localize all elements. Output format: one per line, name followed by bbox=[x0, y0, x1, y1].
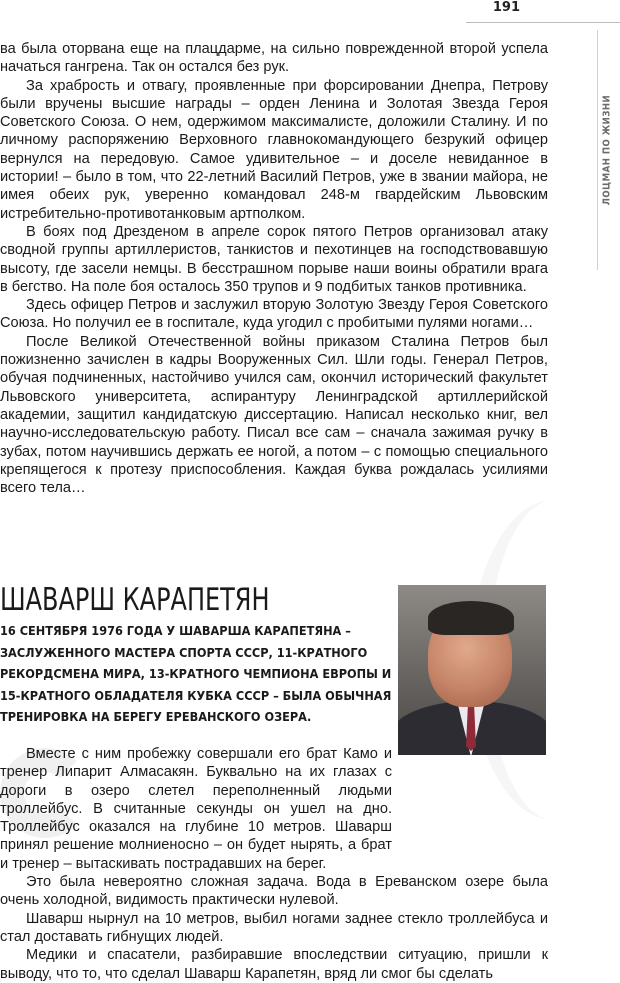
paragraph-4: Здесь офицер Петров и заслужил вторую Золотую Звезду Героя Советского Союза. Но получил ее в госпитале, куда угодил с пробитыми пулями ногами… bbox=[0, 297, 548, 332]
section-text-block bbox=[0, 745, 548, 983]
section-lead: 16 СЕНТЯБРЯ 1976 ГОДА У ШАВАРША КАРАПЕТЯНА – ЗАСЛУЖЕННОГО МАСТЕРА СПОРТА СССР, 11-КРАТНОГО РЕКОРДСМЕНА МИРА, 13-КРАТНОГО ЧЕМПИОНА ЕВРОПЫ И 15-КРАТНОГО ОБЛАДАТЕЛЯ КУБКА СССР – БЫЛА ОБЫЧНАЯ ТРЕНИРОВКА НА БЕРЕГУ ЕРЕВАНСКОГО ОЗЕРА. bbox=[0, 623, 392, 724]
portrait-photo bbox=[398, 585, 546, 755]
section-paragraph-2: Это была невероятно сложная задача. Вода в Ереванском озере была очень холодной, видимость практически нулевой. bbox=[0, 874, 548, 909]
paragraph-3: В боях под Дрезденом в апреле сорок пятого Петров организовал атаку сводной группы артиллеристов, танкистов и пехотинцев на господствовавшую высоту, где засели немцы. В бесстрашном порыве наши воины обратили врага в бегство. На поле боя осталось 350 трупов и 9 подбитых танков противника. bbox=[0, 223, 548, 295]
paragraph-2: За храбрость и отвагу, проявленные при форсировании Днепра, Петрову были вручены высшие награды – орден Ленина и Золотая Звезда Героя Советского Союза. О нем, одержимом максималисте, доложили Сталину. И по личному распоряжению Верховного главнокомандующего безрукий офицер вернулся на передовую. Самое удивительное – и доселе невиданное в истории! – было в том, что 22-летний Василий Петров, уже в звании майора, не имея обеих рук, уверенно командовал 248-м гвардейским Львовским истребительно-противотанковым артполком. bbox=[0, 77, 548, 222]
section-paragraph-4: Медики и спасатели, разбиравшие впоследствии ситуацию, пришли к выводу, что то, что сделал Шаварш Карапетян, вряд ли смог бы сделать bbox=[0, 947, 548, 982]
section-paragraph-1: Вместе с ним пробежку совершали его брат Камо и тренер Липарит Алмасакян. Буквально на их глазах с дороги в озеро слетел переполненный людьми троллейбус. В считанные секунды он ушел на дно. Троллейбус оказался на глубине 10 метров. Шаварш принял решение молниеносно – он будет нырять, а брат и тренер – вытаскивать пострадавших на берег. bbox=[0, 746, 392, 872]
page-number: 191 bbox=[492, 0, 520, 15]
paragraph-5: После Великой Отечественной войны приказом Сталина Петров был пожизненно зачислен в кадры Вооруженных Сил. Шли годы. Генерал Петров, обучая подчиненных, настойчиво учился сам, окончил исторический факультет Львовского университета, аспирантуру Ленинградской артиллерийской академии, защитил кандидатскую диссертацию. Написал несколько книг, вел научно-исследовательскую работу. Писал все сам – сначала зажимая ручку в зубах, потом научившись держать ее ногой, а потом – с помощью специального крепящегося к протезу приспособления. Каждая буква рождалась усилиями всего тела… bbox=[0, 333, 548, 497]
section-paragraph-3: Шаварш нырнул на 10 метров, выбил ногами заднее стекло троллейбуса и стал доставать гибнущих людей. bbox=[0, 910, 548, 945]
main-text-block bbox=[0, 40, 548, 497]
header-rule bbox=[466, 22, 620, 23]
side-running-title bbox=[598, 50, 616, 350]
paragraph-1: ва была оторвана еще на плацдарме, на сильно поврежденной второй успела начаться гангрена. Так он остался без рук. bbox=[0, 41, 548, 76]
side-title-text: ЛОЦМАН ПО ЖИЗНИ bbox=[601, 94, 613, 206]
photo-hair bbox=[428, 601, 514, 635]
section-title: ШАВАРШ КАРАПЕТЯН bbox=[0, 582, 270, 618]
